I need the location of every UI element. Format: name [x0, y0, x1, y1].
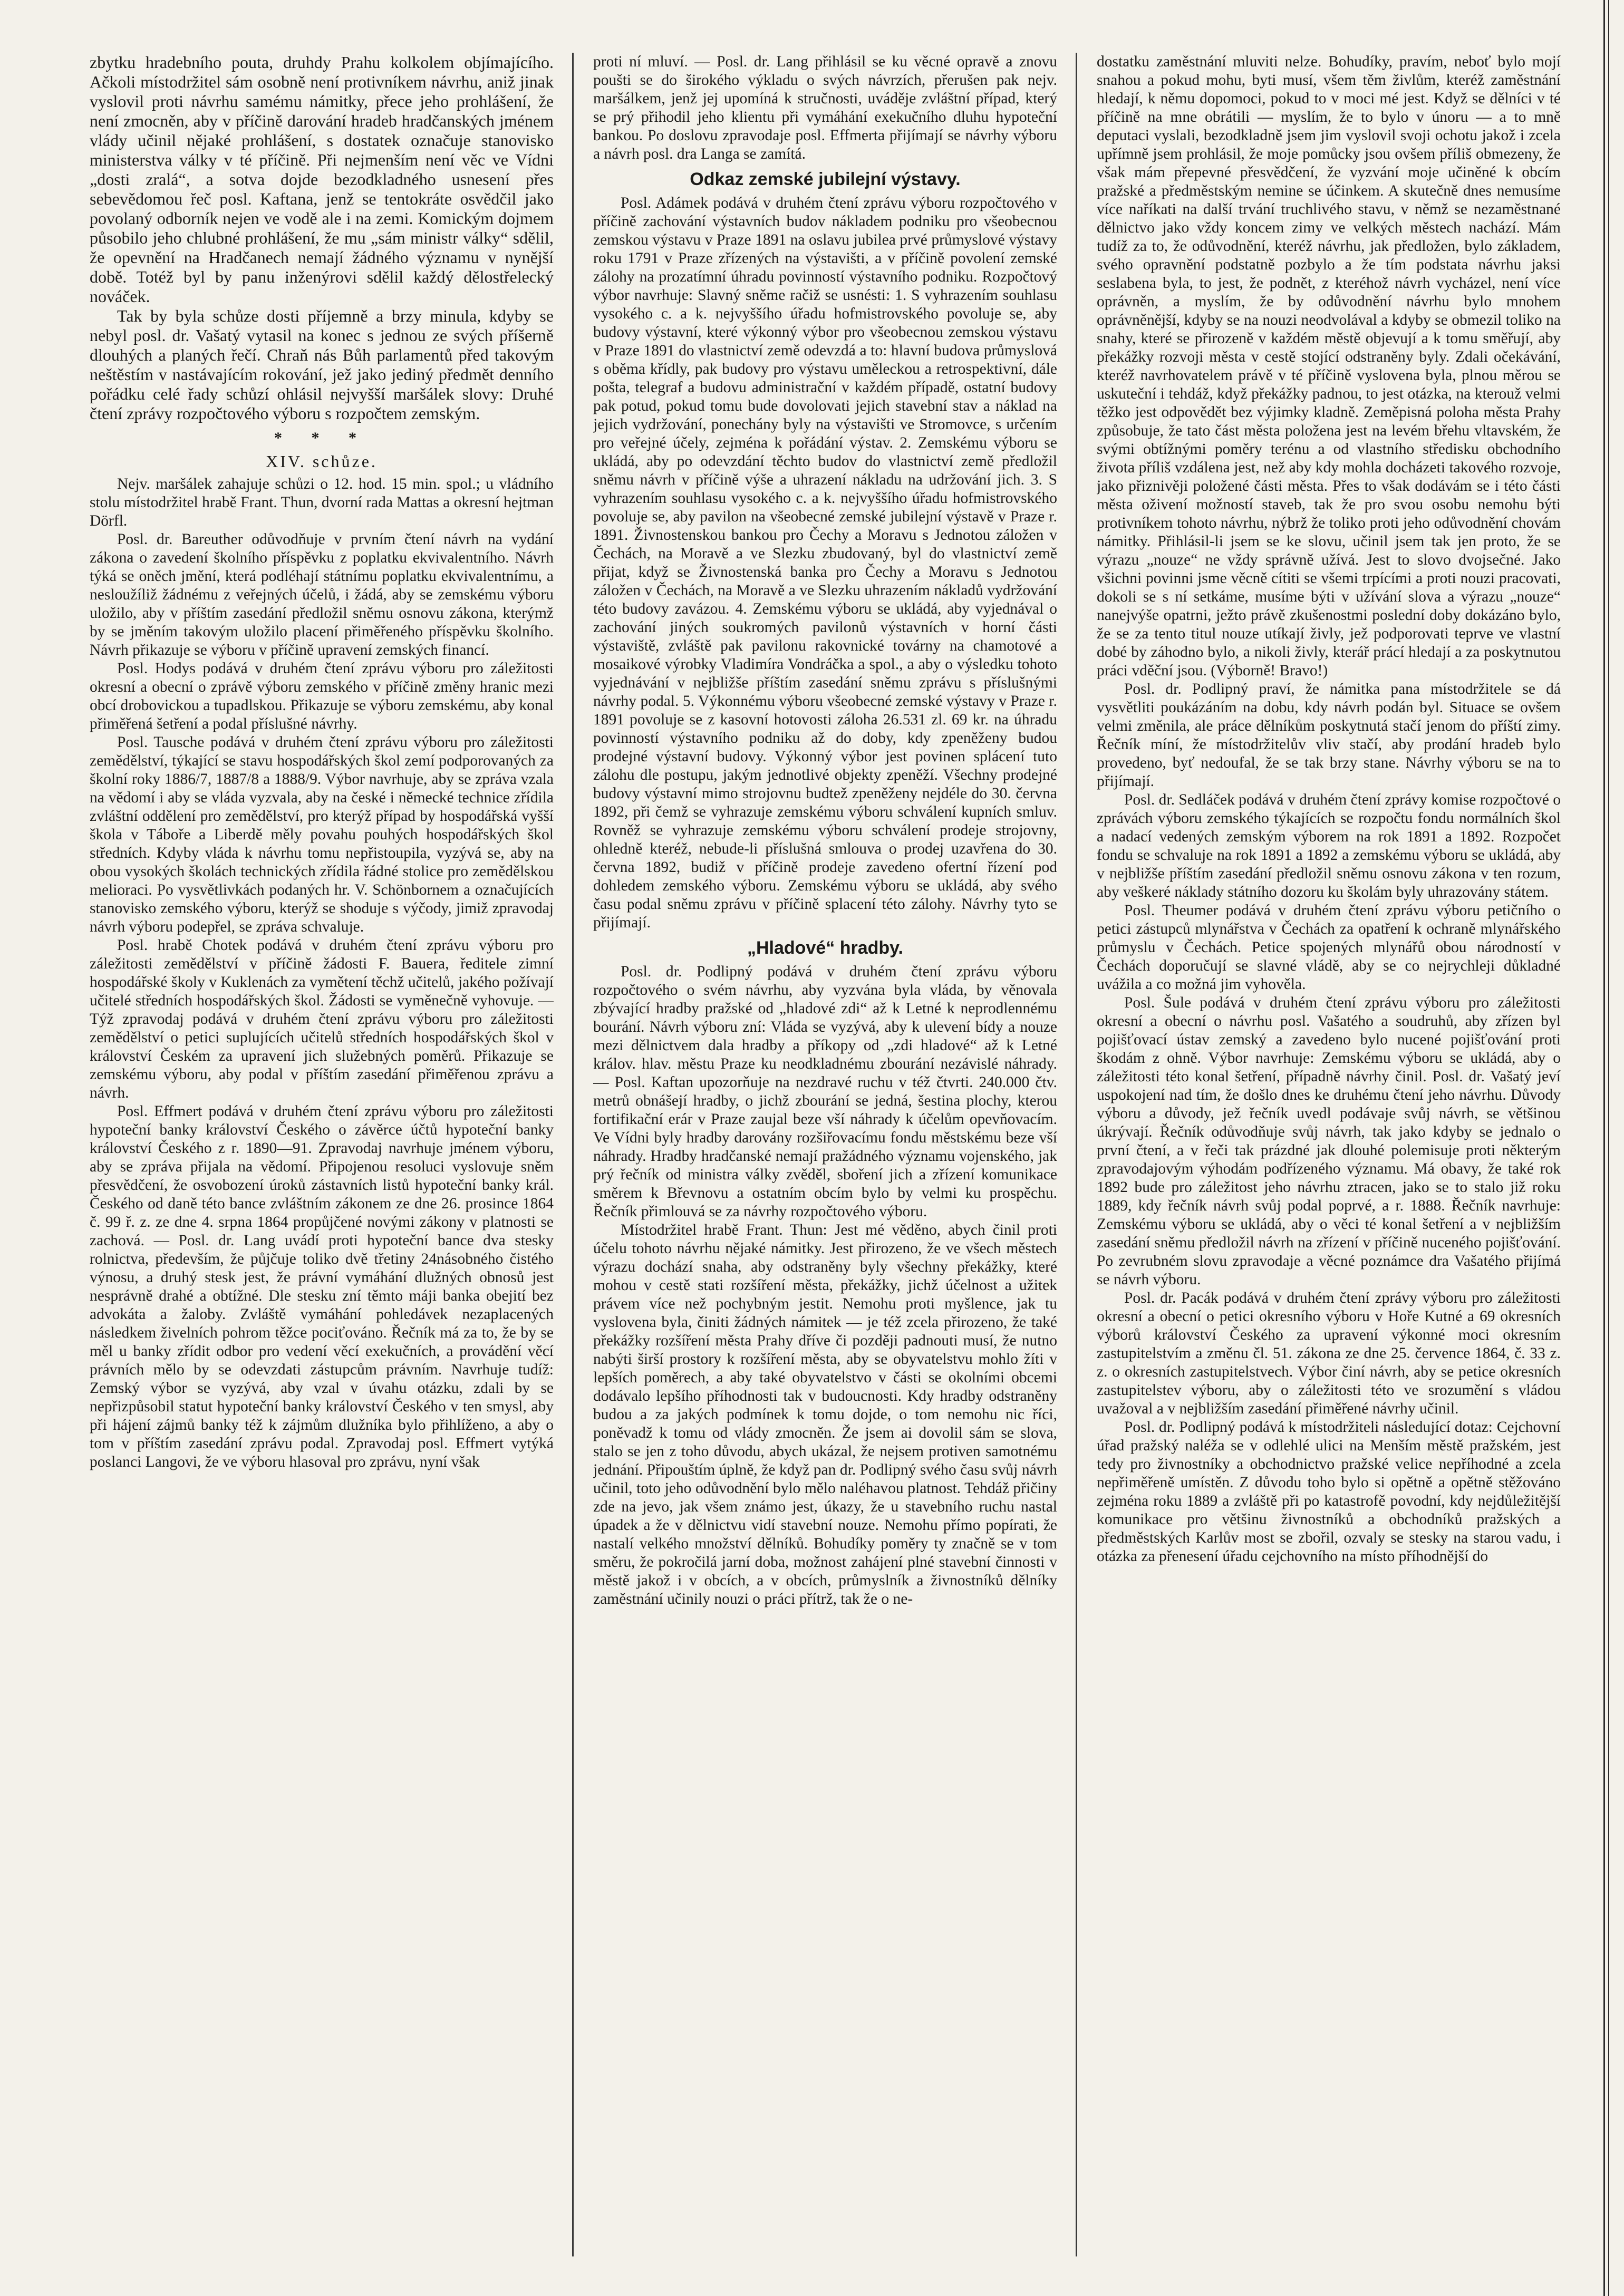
- column-middle: [593, 53, 1057, 2256]
- report-paragraph: dostatku zaměstnání mluviti nelze. Bohudíky, pravím, neboť bylo mojí snahou a pokud mohu, byti musí, všem těm živlům, kteréž zaměstnání hledají, k němu dopomoci, pokud to v moci mé jest. Když se dělníci v té příčině na mne obrátili — myslím, že to bylo v únoru — a to mně deputaci vyslali, bezodkladně jsem jim vyslovil svoji ochotu jakož i zcela upřímně jsem prohlásil, že moje pomůcky jsou ovšem příliš obmezeny, že však mám přepevné přesvědčení, že vyzvání moje učiněné k obcím pražské a předměstským nemine se účinkem. A skutečně dnes nemusíme více naříkati na další trvání truchlivého stavu, v němž se nezaměstnané dělnictvo jako vždy koncem zimy ve velkých městech nachází. Mám tudíž za to, že odůvodnění, kteréž návrhu, jak předložen, bylo základem, svého opravnění podstatně pozbylo a že tím podstata návrhu jaksi seslabena byla, to jest, že podnět, z kteréhož návrh vycházel, není více oprávněn, a myslím, že by odůvodnění návrhu bylo mnohem oprávněnější, kdyby se na nouzi neodvolával a kdyby se obmezil toliko na snahy, které se přirozeně v každém městě objevují a k tomu směřují, aby překážky rozvoji města v cestě stojící odstraněny byly. Zdali očekávání, kteréž navrhovatelem právě v té příčině vyslovena byla, plnou měrou se uskuteční i tehdáž, když překážky padnou, to jest otázka, na kterouž velmi těžko jest odpovědět bez výjimky kladně. Zeměpisná poloha města Prahy způsobuje, že tato část města položena jest na levém břehu vltavském, že svými obtížnými poměry terénu a od vlastního středisku obchodního života příliš vzdálena jest, než aby kdy mohla docházeti takového rozvoje, jako přiznivěji položené části města. Přes to však dodávám se i této části města oživení možností staveb, tak že pro svou osobu nemohu býti protivníkem tohoto návrhu, nýbrž že toliko proti jeho odůvodnění chovám námitky. Přihlásil-li jsem se ke slovu, učinil jsem tak jen proto, že se výrazu „nouze“ ne vždy správně užívá. Jest to slovo dvojsečné. Jako všichni povinni jsme věcně cítiti se všemi trpícími a proti nouzi pracovati, dokoli se s ní setkáme, musíme býti v užívání slova a výrazu „nouze“ nanejvýše opatrni, ježto právě zkušenostmi poslední doby dokázáno bylo, že se za tento titul nouze utíkají živly, jež podporovati teprve ve vlastní dobé by záhodno bylo, a nikoli živly, kterář prácí hledají a za poskytnutou práci vděční jsou. (Výborně! Bravo!): [1097, 53, 1561, 679]
- report-paragraph: Posl. Šule podává v druhém čtení zprávu výboru pro záležitosti okresní a obecní o návrhu posl. Vašatého a soudruhů, aby zřízen byl pojišťovací ústav zemský a zavedeno bylo nucené pojišťování proti škodám z ohně. Výbor navrhuje: Zemskému výboru se ukládá, aby o záležitosti této konal šetření, případně návrhy činil. Posl. dr. Vašatý jeví uspokojení nad tím, že došlo dnes ke druhému čtení jeho návrhu. Důvody výboru a důvody, jež řečník uvedl podávaje svůj návrh, se většinou úkrývají. Řečník odůvodňuje svůj návrh, tak jako kdyby se jednalo o první čtení, a v řeči tak prázdné jak dlouhé polemisuje proti některým zpravodajovým výhodám podřízeného významu. Má obavy, že také rok 1892 bude pro záležitost jeho návrhu ztracen, jako se to stalo již roku 1889, kdy řečník návrh svůj podal poprvé, a r. 1888. Řečník navrhuje: Zemskému výboru se ukládá, aby o věci té konal šetření a v nejbližším zasedání sněmu předložil návrh na zřízení v příčině nuceného pojišťování. Po zevrubném slovu zpravodaje a věcné poznámce dra Vašatého přijímá se návrh výboru.: [1097, 994, 1561, 1288]
- report-paragraph: Posl. Adámek podává v druhém čtení zprávu výboru rozpočtového v příčině zachování výstavních budov nákladem podniku pro všeobecnou zemskou výstavu v Praze 1891 na oslavu jubilea prvé průmyslové výstavy roku 1791 v Praze zřízených na výstavišti, a v příčině povolení zemské zálohy na prozatímní úhradu povinností výstavního podniku. Rozpočtový výbor navrhuje: Slavný sněme račiž se usnésti: 1. S vyhrazením souhlasu vysokého c. a k. nejvyššího úřadu hofmistrovského povoluje se, aby budovy výstavní, které výkonný výbor pro všeobecnou zemskou výstavu v Praze 1891 do vlastnictví země odevzdá a to: hlavní budova průmyslová s oběma křídly, pak budovy pro výstavu uměleckou a retrospektivní, dále pošta, telegraf a budovu administrační v každém případě, ostatní budovy pak potud, pokud tomu bude dovolovati jejich stavební stav a náklad na jejich vydržování, ponechány byly na výstavišti ve Stromovce, s určením pro veřejné účely, zejména k pořádání výstav. 2. Zemskému výboru se ukládá, aby po odevzdání těchto budov do vlastnictví země předložil sněmu návrh v příčině výše a uhrazení nákladu na udržování jich. 3. S vyhrazením souhlasu vysokého c. a k. nejvyššího úřadu hofmistrovského povoluje se, aby pavilon na všeobecné zemské jubilejní výstavě v Praze r. 1891. Živnostenskou bankou pro Čechy a Moravu s Jednotou záložen v Čechách, na Moravě a ve Slezku zbudovaný, byl do vlastnictví země přijat, když se Živnostenská banka pro Čechy a Moravu s Jednotou záložen v Čechách, na Moravě a ve Slezku uhrazením nákladů vydržování této budovy zavázou. 4. Zemskému výboru se ukládá, aby vyjednával o zachování jiných soukromých pavilonů výstavních v horní části výstaviště, zvláště pak pavilonu rakovnické továrny na chamotové a mosaikové výrobky Vladimíra Vondráčka a spol., a aby o výsledku tohoto vyjednávání v nejbližše příštím zasedání sněmu zprávu s příslušnými návrhy podal. 5. Výkonnému výboru všeobecné zemské výstavy v Praze r. 1891 povoluje se z kasovní hotovosti záloha 26.531 zl. 69 kr. na úhradu povinností výstavního podniku až do doby, kdy zpeněženy budou prodejné výstavní budovy. Výkonný výbor jest povinen splácení tuto zálohu dle postupu, jakým jednotlivé objekty zpeněží. Všechny prodejné budovy výstavní mimo strojovnu budtež zpeněženy nejdéle do 30. června 1892, při čemž se vyhrazuje zemskému výboru schválení kupních smluv. Rovněž se vyhrazuje zemskému výboru schválení prodeje strojovny, ohledně kteréž, nebude-li příslušná smlouva o prodej uzavřena do 30. června 1892, budiž v příčině prodeje zavedeno ofertní řízení pod dohledem zemského výboru. Zemskému výboru se ukládá, aby svého času podal sněmu zprávu v příčině splacení této zálohy. Návrhy tyto se přijímají.: [593, 195, 1057, 931]
- column-right: [1097, 53, 1561, 2256]
- column-divider: [572, 53, 574, 2256]
- report-paragraph: Posl. hrabě Chotek podává v druhém čtení zprávu výboru pro záležitosti zemědělství v příčině žádosti F. Bauera, ředitele zimní hospodářské školy v Kuklenách za vymětení těchž učitelů, jakého požívají učitelé středních hospodářských škol. Žádosti se vyměnečně vyhovuje. — Týž zpravodaj podává v druhém čtení zprávu výboru pro záležitosti zemědělství o petici suplujících učitelů středních hospodářských škol v království Českém za upravení jich služebných poměrů. Přikazuje se zemskému výboru, aby podal v příštím zasedání přiměřenou zprávu a návrh.: [90, 937, 554, 1101]
- section-heading: Odkaz zemské jubilejní výstavy.: [690, 169, 961, 189]
- newspaper-page: [90, 53, 1566, 2256]
- section-separator: * * *: [274, 429, 369, 447]
- columns: [90, 53, 1566, 2256]
- page-edge-border: [1603, 0, 1609, 2296]
- article-paragraph: zbytku hradebního pouta, druhdy Prahu kolkolem objímajícího. Ačkoli místodržitel sám osobně není protivníkem návrhu, aniž jinak vyslovil proti návrhu samému námitky, přece jeho prohlášení, že není zmocněn, aby v příčině darování hradeb hradčanských jménem vlády učinil nějaké prohlášení, s dostatek označuje stanovisko ministerstva války v té příčině. Při nejmenším není věc ve Vídni „dosti zralá“, a sotva dojde bezodkladného usnesení přes sebevědomou řeč posl. Kaftana, jenž se tentokráte osvědčil jako povolaný odborník nejen ve vodě ale i na zemi. Komickým dojmem působilo jeho chlubné prohlášení, že mu „sám ministr války“ sdělil, že opevnění na Hradčanech nemají žádného významu v nynější době. Totéž byl by panu inženýrovi sdělil každý dělostřelecký nováček.: [90, 53, 554, 306]
- section-heading: „Hladové“ hradby.: [747, 938, 903, 958]
- report-paragraph: Posl. Tausche podává v druhém čtení zprávu výboru pro záležitosti zemědělství, týkající se stavu hospodářských škol zemí podporovaných za školní roky 1886/7, 1887/8 a 1888/9. Výbor navrhuje, aby se zpráva vzala na vědomí i aby se vláda vyzvala, aby na české i německé technice zřídila zvláštní oddělení pro zemědělství, pro kterýž případ by hospodářská vyšší škola v Táboře a Liberdě měly povahu pouhých hospodářských škol středních. Kdyby vláda k návrhu tomu nepřistoupila, vyzývá se, aby na obou vysokých školách technických zřídila řádné stolice pro zemědělskou melioraci. Po vysvětlivkách podaných hr. V. Schönbornem a označujících stanovisko zemského výboru, kterýž se shoduje s výčody, jimiž zpravodaj návrh výboru podepřel, se zpráva schvaluje.: [90, 734, 554, 935]
- report-paragraph: Posl. dr. Bareuther odůvodňuje v prvním čtení návrh na vydání zákona o zavedení školního příspěvku z poplatku ekvivalentního. Návrh týká se oněch jmění, která podléhají státnímu poplatku ekvivalentnímu, a nesloužíliž žádnému z veřejných účelů, i žádá, aby se zemskému výboru uložilo, aby v příštím zasedání předložil sněmu osnovu zákona, kterýmž by se jměním takovým uložilo placení přiměřeného příspěvku školního. Návrh přikazuje se výboru v příčině upravení zemských financí.: [90, 531, 554, 658]
- report-paragraph: Posl. dr. Pacák podává v druhém čtení zprávy výboru pro záležitosti okresní a obecní o petici okresního výboru v Hoře Kutné a 69 okresních výborů království Českého za upravení výkonné moci okresním zastupitelstvím a změnu čl. 51. zákona ze dne 25. července 1864, č. 33 z. z. o okresních zastupitelstvech. Výbor činí návrh, aby se petice okresních zastupitelstev výboru, aby o záležitosti této ve srozumění s vládou uvažoval a v nejbližším zasedání přiměřené návrhy učinil.: [1097, 1290, 1561, 1417]
- column-divider: [1076, 53, 1077, 2256]
- report-paragraph: Posl. Theumer podává v druhém čtení zprávu výboru petičního o petici zástupců mlynářstva v Čechách za opatření k ochraně mlynářského průmyslu v Čechách. Petice spojených mlynářů obou národností v Čechách doporučují se slavné vládě, aby se co nejrychleji důkladné uvážila a co možná jim vyhověla.: [1097, 902, 1561, 993]
- report-paragraph: Posl. dr. Podlipný praví, že námitka pana místodržitele se dá vysvětliti poukázáním na dobu, kdy návrh podán byl. Situace se ovšem velmi změnila, ale práce dělníkům poskytnutá stačí jenom do příští zimy. Řečník míní, že místodržitelův vliv stačí, aby prodání hradeb bylo provedeno, byť nedoufal, že se tak brzy stane. Návrhy výboru se na to přijímají.: [1097, 681, 1561, 790]
- report-paragraph: Místodržitel hrabě Frant. Thun: Jest mé věděno, abych činil proti účelu tohoto návrhu nějaké námitky. Jest přirozeno, že ve všech městech výrazu dochází snaha, aby odstraněny byly všechny překážky, které mohou v cestě stati rozšíření města, překážky, jichž účelnost a užitek právem více než pochybným jestit. Nemohu proti myšlence, jak tu vyslovena byla, činiti žádných námitek — je též zcela přirozeno, že také překážky rozšíření města Prahy dříve či později padnouti musí, že nutno nabýti širší prostory k rozšíření města, aby se obyvatelstvu mohlo žíti v lepších poměrech, a aby také obyvatelstvo v části se okolními obcemi dodávalo lepšího příhodnosti tak v budoucnosti. Kdy hradby odstraněny budou a za jakých podmínek k tomu dojde, o tom nemohu nic říci, poněvadž k tomu od vlády zmocněn. Že jsem ai dovolil sám se slova, stalo se jen z toho důvodu, abych ukázal, že nejsem protiven samotnému jednání. Připouštím úplně, že když pan dr. Podlipný svého času svůj návrh učinil, toto jeho odůvodnění bylo mělo naléhavou platnost. Tehdáž přičiny zde na jevo, jak všem známo jest, úkazy, že u stavebního ruchu nastal úpadek a že v dělnictvu vidí stavební nouze. Nemohu přímo popírati, že nastalí velkého množství dělníků. Bohudíky poměry ty značně se v tom směru, že pokročilá jarní doba, možnost zahájení plné stavební činnosti v městě jakož i v obcích, a v obcích, průmyslník a živnostníků dělníky zaměstnání učinily nouzi o práci přítrž, tak že o ne-: [593, 1222, 1057, 1607]
- report-paragraph: proti ní mluví. — Posl. dr. Lang přihlásil se ku věcné opravě a znovu poušti se do širokého výkladu o svých návrzích, přerušen pak nejv. maršálkem, jenž jej upomíná k stručnosti, uváděje zvláštní případ, který se prý přihodil jeho klientu při vymáhání exekučního dluhu hypoteční bankou. Po doslovu zpravodaje posl. Effmerta přijímají se návrhy výboru a návrh posl. dra Langa se zamítá.: [593, 53, 1057, 162]
- report-paragraph: Posl. dr. Podlipný podává k místodržiteli následující dotaz: Cejchovní úřad pražský naléža se v odlehlé ulici na Menším městě pražském, jest tedy pro živnostníky a obchodnictvo pražské velice nepříhodné a zcela nepřiměřeně umístěn. Z důvodu toho bylo si opětně a opětně stěžováno zejména roku 1889 a zvláště při po katastrofě povodní, kdy nejdůležitější komunikace pro většinu živnostníků a obchodníků pražských a předměstských Karlův most se zbořil, ozvaly se stesky na starou vadu, i otázka za přenesení úřadu cejchovního na místo příhodnější do: [1097, 1419, 1561, 1565]
- report-paragraph: Posl. dr. Sedláček podává v druhém čtení zprávy komise rozpočtové o zprávách výboru zemského týkajících se rozpočtu fondu normálních škol a nadací vedených zemským výborem na rok 1891 a 1892. Rozpočet fondu se schvaluje na rok 1891 a 1892 a zemskému výboru se ukládá, aby v nejbližše příštím zasedání předložil sněmu osnovu zákona v ten rozum, aby veškeré náklady státního dozoru ku školám byly uhrazovány státem.: [1097, 791, 1561, 900]
- article-paragraph: Tak by byla schůze dosti příjemně a brzy minula, kdyby se nebyl posl. dr. Vašatý vytasil na konec s jednou ze svých příšerně dlouhých a planých řečí. Chraň nás Bůh parlamentů před takovým neštěstím v nastávajícím rokování, jež jako jediný předmět denního pořádku celé řady schůzí ohlásil nejvyšší maršálek slovy: Druhé čtení zprávy rozpočtového výboru s rozpočtem zemským.: [90, 306, 554, 423]
- report-paragraph: Posl. Hodys podává v druhém čtení zprávu výboru pro záležitosti okresní a obecní o zprávě výboru zemského v příčině změny hranic mezi obcí drobovickou a tupadlskou. Přikazuje se výboru zemskému, aby konal přiměřená šetření a podal příslušné návrhy.: [90, 660, 554, 732]
- report-paragraph: Posl. Effmert podává v druhém čtení zprávu výboru pro záležitosti hypoteční banky království Českého o závěrce účtů hypoteční banky království Českého z r. 1890—91. Zpravodaj navrhuje jménem výboru, aby se zpráva přijala na vědomí. Připojenou resoluci vyslovuje sněm přesvědčení, že osvobození úroků zástavních listů hypoteční banky král. Českého od daně této bance zvláštním zákonem ze dne 26. prosince 1864 č. 99 ř. z. ze dne 4. srpna 1864 propůjčené novými zákony v platnosti se zachová. — Posl. dr. Lang uvádí proti hypoteční bance dva stesky rolnictva, především, že půjčuje toliko dvě třetiny 24násobného čistého výnosu, a druhý stesk jest, že právní vymáhání dlužných obnosů jest nesprávně drahé a obtížné. Dle stesku zní těmto máji banka obejití bez advokáta a žaloby. Zvláště vymáhání pohledávek nezaplacených následkem živelních pohrom těžce pociťováno. Řečník má za to, že by se měl u banky zřídit odbor pro vedení věcí exekučních, a provádění věcí právních mělo by se odevzdati zástupcům právním. Navrhuje tudíž: Zemský výbor se vyzývá, aby vzal v úvahu otázku, zdali by se nepřizpůsobil statut hypoteční banky království Českého v ten smysl, aby při hájení zájmů banky též k zájmům dlužníka bylo přihlíženo, a aby o tom v příštím zasedání zprávu podal. Zpravodaj posl. Effmert vytýká poslanci Langovi, že ve výboru hlasoval pro zprávu, nyní však: [90, 1103, 554, 1470]
- session-heading: XIV. schůze.: [266, 452, 378, 471]
- report-paragraph: Posl. dr. Podlipný podává v druhém čtení zprávu výboru rozpočtového o svém návrhu, aby vyzvána byla vláda, by věnovala zbývající hradby pražské od „hladové zdi“ až k Letné k neprodlennému bourání. Návrh výboru zní: Vláda se vyzývá, aby k ulevení bídy a nouze mezi dělnictvem dala hradby a příkopy od „zdi hladové“ až k Letné králov. hlav. městu Praze ku neodkladnému zbourání nezávislé náhrady. — Posl. Kaftan upozorňuje na nezdravé ruchu v též čtvrti. 240.000 čtv. metrů obnášejí hradby, o jichž zbourání se jedná, šestina plochy, kterou fortifikační erár v Praze zaujal beze vší náhrady k účelům opevňovacím. Ve Vídni byly hradby darovány rozšiřovacímu fondu městskému beze vší náhrady. Hradby hradčanské nemají pražádného významu vojenského, jak prý řečník od ministra války zvěděl, sboření jich a zřízení komunikace směrem k Břevnovu a ostatním obcím bylo by velmi ku prospěchu. Řečník přimlouvá se za návrhy rozpočtového výboru.: [593, 963, 1057, 1220]
- report-paragraph: Nejv. maršálek zahajuje schůzi o 12. hod. 15 min. spol.; u vládního stolu místodržitel hrabě Frant. Thun, dvorní rada Mattas a okresní hejtman Dörfl.: [90, 476, 554, 529]
- column-left: [90, 53, 554, 2256]
